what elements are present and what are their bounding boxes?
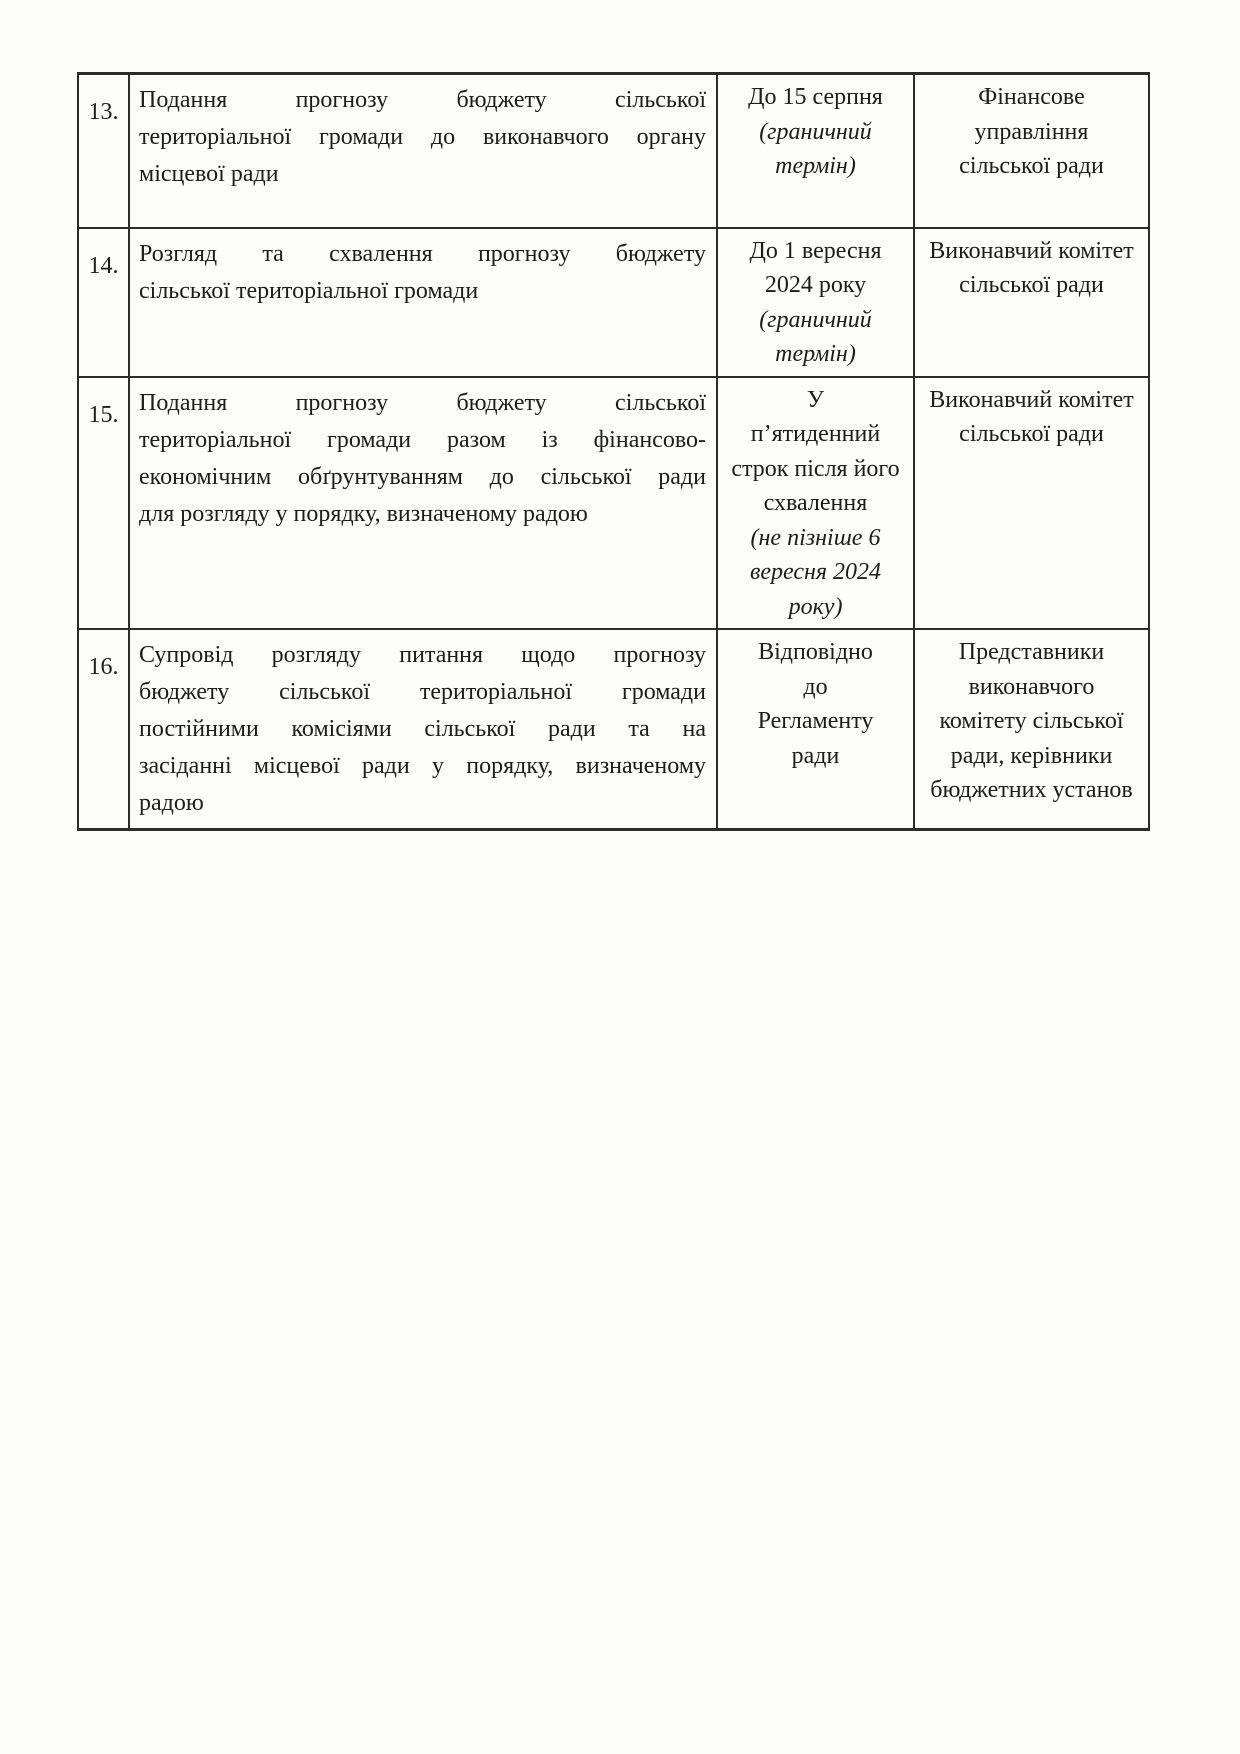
- text-line: Фінансове: [978, 84, 1085, 110]
- text-line: Регламенту: [757, 708, 874, 734]
- text-line: Представники: [958, 639, 1105, 665]
- responsible-text: [919, 383, 1144, 452]
- text-line: територіальної громади до виконавчого органу: [139, 124, 706, 150]
- text-line: строк після його: [731, 455, 900, 482]
- text-line: сільської територіальної громади: [139, 277, 479, 304]
- deadline-note-text: [722, 521, 909, 625]
- responsible-text: [919, 234, 1144, 303]
- text-line: (не пізніше 6: [750, 524, 881, 551]
- table-row-14: [78, 228, 1149, 377]
- row-number-cell: [78, 629, 129, 830]
- text-line: бюджетних установ: [930, 777, 1133, 803]
- task-text: [139, 236, 706, 310]
- row-number: 16.: [88, 654, 119, 680]
- text-line: радою: [139, 790, 204, 816]
- responsible-cell: [914, 629, 1149, 830]
- text-line: бюджету сільської територіальної громади: [139, 679, 706, 705]
- text-line: термін): [775, 153, 856, 179]
- text-line: Виконавчий комітет: [929, 237, 1134, 264]
- text-line: сільської ради: [959, 421, 1104, 447]
- responsible-cell: [914, 228, 1149, 377]
- task-text: [139, 82, 706, 193]
- deadline-text: [722, 80, 909, 115]
- text-line: Виконавчий комітет: [929, 386, 1134, 413]
- deadline-note-text: [722, 303, 909, 372]
- deadline-cell: [717, 377, 914, 630]
- task-text: [139, 385, 706, 533]
- text-line: постійними комісіями сільської ради та на: [139, 716, 706, 742]
- text-line: Подання прогнозу бюджету сільської: [139, 87, 706, 113]
- text-line: управління: [974, 118, 1089, 145]
- row-number: 14.: [88, 252, 119, 279]
- deadline-cell: [717, 228, 914, 377]
- text-line: економічним обґрунтуванням до сільської ради: [139, 463, 706, 490]
- text-line: До 15 серпня: [748, 84, 883, 110]
- table-row-13: [78, 74, 1149, 228]
- text-line: Подання прогнозу бюджету сільської: [139, 389, 706, 416]
- task-cell: [129, 377, 717, 630]
- text-line: 2024 року: [764, 272, 867, 298]
- responsible-text: [919, 80, 1144, 184]
- row-number: 13.: [88, 99, 119, 125]
- task-cell: [129, 74, 717, 228]
- text-line: комітету сільської: [939, 708, 1124, 734]
- text-line: сільської ради: [959, 272, 1104, 298]
- task-text: [139, 637, 706, 822]
- text-line: Розгляд та схвалення прогнозу бюджету: [139, 240, 706, 267]
- text-line: (граничний: [759, 306, 872, 333]
- text-line: року): [788, 593, 843, 620]
- text-line: вересня 2024: [749, 559, 882, 585]
- task-cell: [129, 629, 717, 830]
- text-line: до: [803, 673, 828, 700]
- text-line: До 1 вересня: [749, 237, 882, 264]
- row-number: 15.: [88, 401, 119, 428]
- text-line: ради, керівники: [950, 742, 1113, 769]
- deadline-text: [722, 234, 909, 303]
- text-line: сільської ради: [959, 153, 1104, 179]
- text-line: ради: [791, 742, 840, 769]
- text-line: виконавчого: [968, 673, 1095, 700]
- text-line: (граничний: [759, 118, 872, 145]
- budget-process-schedule-table: [77, 72, 1150, 831]
- deadline-text: [722, 635, 909, 773]
- table-row-15: [78, 377, 1149, 630]
- row-number-cell: [78, 74, 129, 228]
- text-line: У: [807, 386, 824, 413]
- table-row-16: [78, 629, 1149, 830]
- text-line: засіданні місцевої ради у порядку, визначеному: [139, 753, 706, 779]
- text-line: схвалення: [763, 490, 868, 516]
- responsible-cell: [914, 377, 1149, 630]
- text-line: термін): [775, 341, 856, 367]
- text-line: п’ятиденний: [750, 421, 881, 447]
- text-line: для розгляду у порядку, визначеному радою: [139, 500, 588, 527]
- text-line: місцевої ради: [139, 161, 279, 187]
- task-cell: [129, 228, 717, 377]
- deadline-cell: [717, 74, 914, 228]
- row-number-cell: [78, 377, 129, 630]
- deadline-cell: [717, 629, 914, 830]
- text-line: Супровід розгляду питання щодо прогнозу: [139, 642, 706, 668]
- deadline-note-text: [722, 115, 909, 184]
- text-line: Відповідно: [758, 639, 873, 665]
- responsible-cell: [914, 74, 1149, 228]
- text-line: територіальної громади разом із фінансово-: [139, 426, 706, 453]
- row-number-cell: [78, 228, 129, 377]
- responsible-text: [919, 635, 1144, 808]
- deadline-text: [722, 383, 909, 521]
